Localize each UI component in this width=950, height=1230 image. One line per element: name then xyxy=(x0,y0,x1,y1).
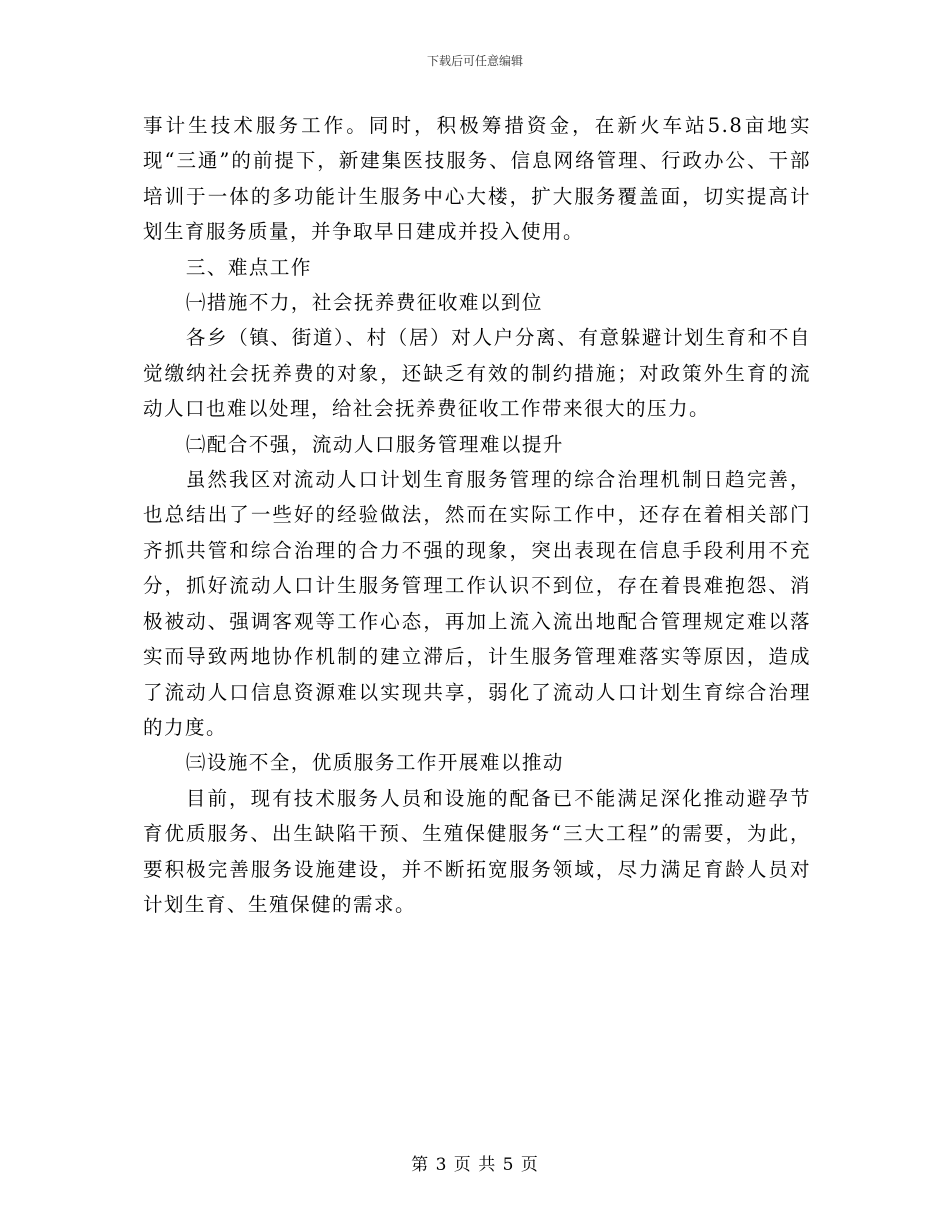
subheading-facilities: ㈢设施不全，优质服务工作开展难以推动 xyxy=(185,751,564,775)
page-footer: 第 3 页 共 5 页 xyxy=(411,1155,539,1175)
subheading-floating-population: ㈡配合不强，流动人口服务管理难以提升 xyxy=(185,432,564,456)
document-body xyxy=(143,108,811,922)
paragraph-floating-population: 虽然我区对流动人口计划生育服务管理的综合治理机制日趋完善，也总结出了一些好的经验做法，然而在实际工作中，还存在着相关部门齐抓共管和综合治理的合力不强的现象，突出表现在信息手段利用不充分，抓好流动人口计生服务管理工作认识不到位，存在着畏难抱怨、消极被动、强调客观等工作心态，再加上流入流出地配合管理规定难以落实而导致两地协作机制的建立滞后，计生服务管理难落实等原因，造成了流动人口信息资源难以实现共享，弱化了流动人口计划生育综合治理的力度。 xyxy=(143,468,811,739)
paragraph-fee-collection: 各乡（镇、街道）、村（居）对人户分离、有意躲避计划生育和不自觉缴纳社会抚养费的对象，还缺乏有效的制约措施；对政策外生育的流动人口也难以处理，给社会抚养费征收工作带来很大的压力。 xyxy=(143,326,811,421)
section-heading-difficulties: 三、难点工作 xyxy=(185,255,312,279)
subheading-fee-collection: ㈠措施不力，社会抚养费征收难以到位 xyxy=(185,291,543,315)
page-header: 下载后可任意编辑 xyxy=(426,54,523,68)
paragraph-facilities: 目前，现有技术服务人员和设施的配备已不能满足深化推动避孕节育优质服务、出生缺陷干预、生殖保健服务“三大工程”的需要，为此，要积极完善服务设施建设，并不断拓宽服务领域，尽力满足育龄人员对计划生育、生殖保健的需求。 xyxy=(143,786,811,916)
paragraph-continuation: 事计生技术服务工作。同时，积极筹措资金，在新火车站5.8亩地实现“三通”的前提下，新建集医技服务、信息网络管理、行政办公、干部培训于一体的多功能计生服务中心大楼，扩大服务覆盖面，切实提高计划生育服务质量，并争取早日建成并投入使用。 xyxy=(143,114,811,244)
